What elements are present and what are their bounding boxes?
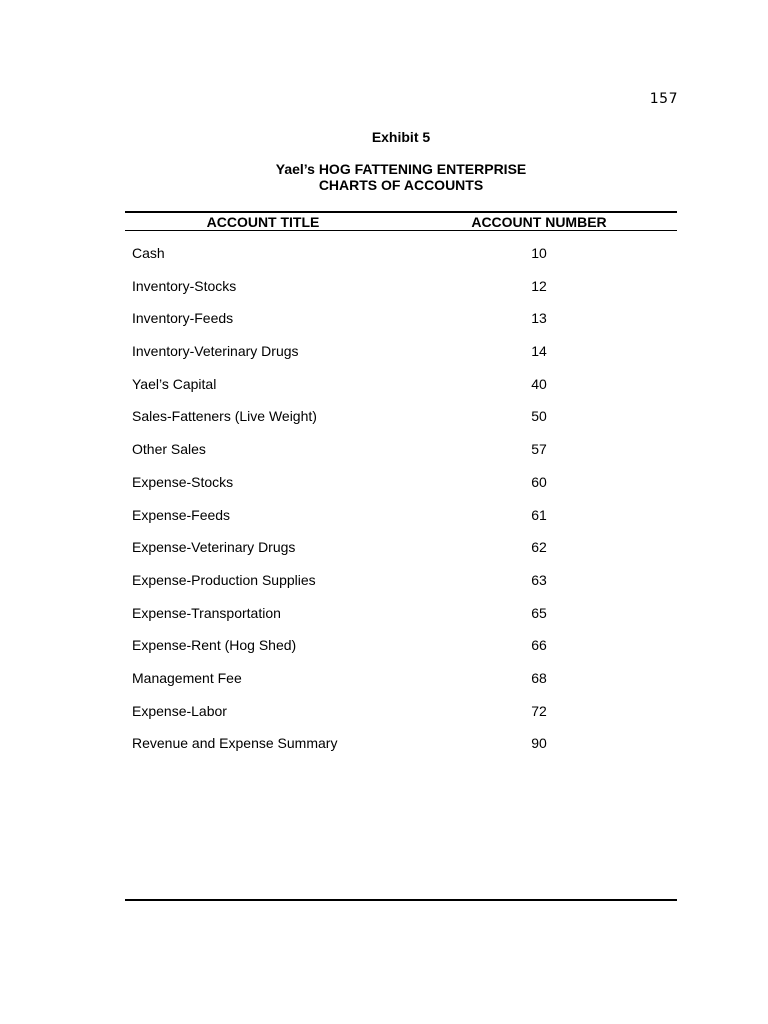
exhibit-label: Exhibit 5 <box>371 129 431 145</box>
header-account-number: ACCOUNT NUMBER <box>471 214 607 230</box>
accounts-table-body <box>125 245 677 768</box>
account-title: Inventory-Veterinary Drugs <box>132 343 299 360</box>
account-title: Cash <box>132 245 165 261</box>
account-number: 50 <box>531 408 547 425</box>
account-title: Inventory-Stocks <box>132 277 237 294</box>
account-number: 40 <box>531 375 547 392</box>
table-row <box>125 735 677 768</box>
table-row <box>125 539 677 572</box>
account-title: Revenue and Expense Summary <box>132 735 338 752</box>
table-row <box>125 605 677 638</box>
account-number: 13 <box>531 310 547 327</box>
account-number: 65 <box>531 604 547 621</box>
table-row <box>125 441 677 474</box>
account-title: Sales-Fatteners (Live Weight) <box>132 408 317 425</box>
account-number: 12 <box>531 277 547 294</box>
header-account-title: ACCOUNT TITLE <box>206 214 320 230</box>
table-row <box>125 408 677 441</box>
table-row <box>125 376 677 409</box>
account-title: Inventory-Feeds <box>132 310 234 327</box>
account-title: Expense-Stocks <box>132 473 234 490</box>
account-number: 60 <box>531 473 547 490</box>
account-number: 72 <box>531 702 547 719</box>
table-header <box>125 211 677 231</box>
heading-line-2: CHARTS OF ACCOUNTS <box>318 177 484 193</box>
table-row <box>125 670 677 703</box>
account-number: 68 <box>531 669 547 686</box>
account-title: Management Fee <box>132 669 242 686</box>
table-row <box>125 703 677 736</box>
bottom-divider <box>125 899 677 901</box>
account-number: 62 <box>531 539 547 556</box>
account-number: 10 <box>531 245 547 261</box>
account-title: Expense-Feeds <box>132 506 231 523</box>
account-number: 63 <box>531 571 547 588</box>
account-number: 57 <box>531 441 547 458</box>
table-row <box>125 343 677 376</box>
heading-line-1: Yael’s HOG FATTENING ENTERPRISE <box>275 161 527 177</box>
account-title: Expense-Labor <box>132 702 227 719</box>
document-heading <box>0 161 768 193</box>
table-row <box>125 637 677 670</box>
account-number: 66 <box>531 637 547 654</box>
table-row <box>125 245 677 278</box>
account-title: Expense-Transportation <box>132 604 281 621</box>
account-title: Yael’s Capital <box>132 375 217 392</box>
account-number: 14 <box>531 343 547 360</box>
account-title: Expense-Production Supplies <box>132 571 316 588</box>
table-row <box>125 278 677 311</box>
table-row <box>125 572 677 605</box>
account-title: Other Sales <box>132 441 206 458</box>
account-number: 90 <box>531 735 547 752</box>
table-row <box>125 507 677 540</box>
table-row <box>125 310 677 343</box>
table-row <box>125 474 677 507</box>
account-title: Expense-Rent (Hog Shed) <box>132 637 297 654</box>
page-number: 157 <box>649 91 678 107</box>
account-number: 61 <box>531 506 547 523</box>
account-title: Expense-Veterinary Drugs <box>132 539 296 556</box>
